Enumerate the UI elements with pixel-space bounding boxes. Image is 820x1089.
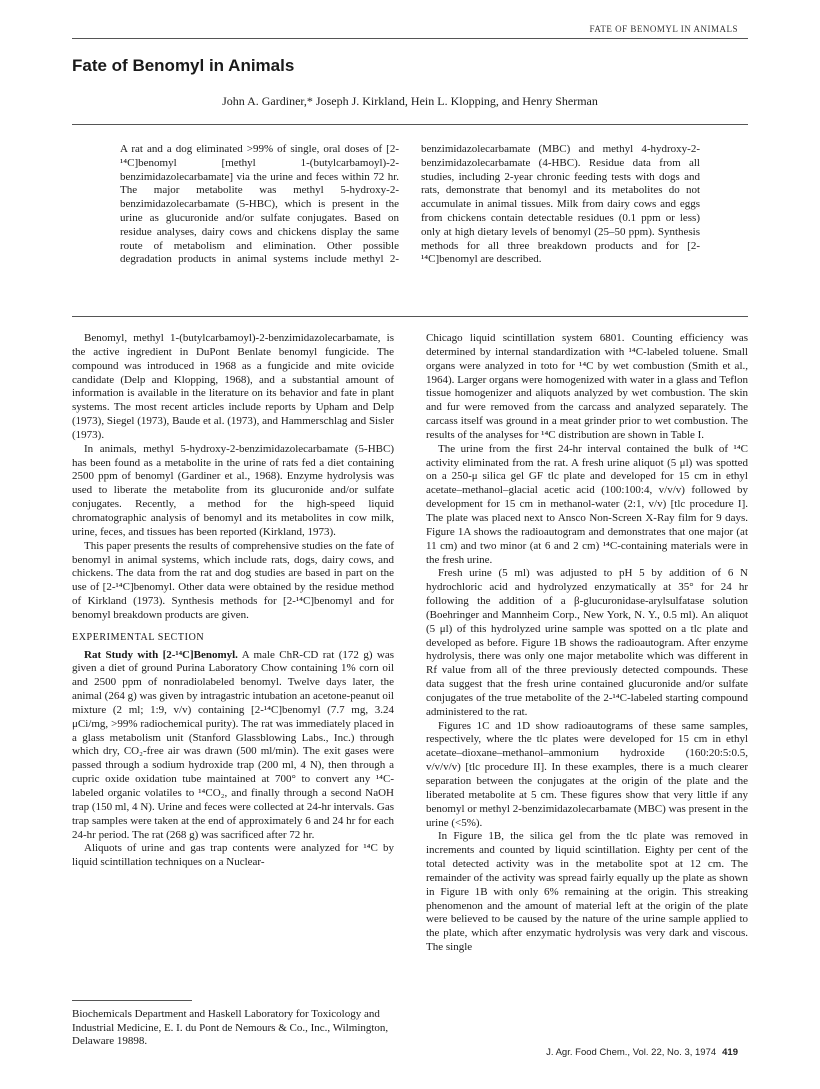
paragraph: Fresh urine (5 ml) was adjusted to pH 5 by addition of 6 N hydrochloric acid and hydrolyzed enzymatically at 35° for 24 hr following the addition of a β-glucuronidase-arylsulfatase solution (Boehringer and Mannheim Corp., New York, N. Y., 0.5 ml). An aliquot (5 μl) of this hydrolyzed urine sample was spotted on a tlc plate and developed as before. Figure 1B shows the radioautogram. After enzyme hydrolysis, there was only one major metabolite which was different in Rf value from all of the three previously detected compounds. These data suggest that the fresh urine contained glucuronide and/or sulfate conjugates of the true metabolite of the 2-¹⁴C-labeled starting compound administered to the rat.: [426, 567, 748, 718]
paragraph-text: A male ChR-CD rat (172 g) was given a diet of ground Purina Laboratory Chow containing 1% corn oil and 2500 ppm of nonradiolabeled benomyl. Twelve days later, the animal (264 g) was given by intragastric intubation an acetone-peanut oil mixture (2 ml; 1:9, v/v) containing [2-¹⁴C]benomyl (7.7 mg, 3.24 μCi/mg, >99% radiochemical purity). The rat was immediately placed in a glass metabolism unit (Stanford Glassblowing Labs., Inc.) through which dry, CO₂-free air was drawn (500 ml/min). The exit gases were passed through a sodium hydroxide trap (200 ml, 4 N), then through a cupric oxide oxidation tube maintained at 700° to convert any ¹⁴C-labeled organic volatiles to ¹⁴CO₂, and finally through a second NaOH trap (150 ml, 4 N). Urine and feces were collected at 24-hr intervals. Gas trap samples were taken at the end of approximately 6 and 24 hr for each 24-hr period. The rat (268 g) was sacrificed after 72 hr.: [72, 648, 394, 841]
subsection-heading: Rat Study with [2-¹⁴C]Benomyl.: [84, 648, 238, 661]
paragraph: In Figure 1B, the silica gel from the tlc plate was removed in increments and counted by liquid scintillation. Eighty per cent of the total detected activity was in the metabolite spot at 12 cm. The remainder of the activity was spread fairly equally up the plate as shown in Figure 1B with only 6% remaining at the origin. This streaking phenomenon and the amount of material left at the origin of the plate were believed to be caused by the nature of the urine sample applied to the plate, which after enzymatic hydrolysis was very dark and viscous. The single: [426, 830, 748, 954]
paragraph: [72, 649, 394, 843]
affiliation-footnote: Biochemicals Department and Haskell Laboratory for Toxicology and Industrial Medicine, E. I. du Pont de Nemours & Co., Inc., Wilmington, Delaware 19898.: [72, 1008, 389, 1047]
abstract-top-rule: [72, 124, 748, 125]
body-column-left: [72, 332, 394, 870]
abstract: [120, 143, 700, 298]
running-head: FATE OF BENOMYL IN ANIMALS: [589, 24, 738, 34]
paragraph: Chicago liquid scintillation system 6801. Counting efficiency was determined by internal standardization with ¹⁴C-labeled toluene. Small organs were analyzed in toto for ¹⁴C by wet combustion (Smith et al., 1964). Larger organs were homogenized with water in a glass and Teflon tissue homogenizer and aliquots analyzed by wet combustion. The skin and fur were removed from the carcass and analyzed separately. The carcass itself was ground in a meat grinder prior to wet combustion. The results of the analyses for ¹⁴C distribution are shown in Table I.: [426, 332, 748, 441]
header-rule: [72, 38, 748, 39]
abstract-text: A rat and a dog eliminated >99% of single, oral doses of [2-¹⁴C]benomyl [methyl 1-(butylcarbamoyl)-2-benzimidazolecarbamate] via the urine and feces within 72 hr. The major metabolite was methyl 5-hydroxy-2-benzimidazolecarbamate (5-HBC), which is present in the urine as glucuronide and/or sulfate conjugates. Based on residue analyses, dairy cows and chickens display the same route of metabolism and elimination. Other possible degradation products in animal systems include methyl 2-benzimidazolecarbamate (MBC) and methyl 4-hydroxy-2-benzimidazolecarbamate (4-HBC). Residue data from all studies, including 2-year chronic feeding tests with dogs and rats, demonstrate that benomyl and its metabolites do not accumulate in animal tissues. Milk from dairy cows and eggs from chickens contain detectable residues (0.1 ppm or less) only at high dietary levels of benomyl (25–50 ppm). Synthesis methods for all three breakdown products and for [2-¹⁴C]benomyl are described.: [120, 143, 700, 266]
body-column-right: [426, 332, 748, 955]
journal-footer: [546, 1047, 738, 1058]
section-heading: EXPERIMENTAL SECTION: [72, 631, 205, 643]
journal-reference: J. Agr. Food Chem., Vol. 22, No. 3, 1974: [546, 1047, 717, 1058]
footnote-rule: [72, 1000, 192, 1001]
paragraph: Benomyl, methyl 1-(butylcarbamoyl)-2-benzimidazolecarbamate, is the active ingredient in DuPont Benlate benomyl fungicide. The compound was introduced in 1968 as a fungicide and mite ovicide candidate (Delp and Klopping, 1968), and a substantial amount of information is available in the literature on its behavior and fate in plant systems. The most recent articles include reports by Upham and Delp (1973), Siegel (1973), Baude et al. (1973), and Hammerschlag and Sisler (1973).: [72, 332, 394, 441]
paragraph: This paper presents the results of comprehensive studies on the fate of benomyl in animal systems, which include rats, dogs, dairy cows, and chickens. The data from the rat and dog studies are based in part on the use of [2-¹⁴C]benomyl. Other data were obtained by the residue method of Kirkland (1973). Synthesis methods for [2-¹⁴C]benomyl and for benomyl breakdown products are given.: [72, 539, 394, 621]
author-list: John A. Gardiner,* Joseph J. Kirkland, Hein L. Klopping, and Henry Sherman: [222, 94, 598, 108]
paragraph: The urine from the first 24-hr interval contained the bulk of ¹⁴C activity eliminated from the rat. A fresh urine aliquot (5 μl) was spotted on a 250-μ silica gel GF tlc plate and developed for 15 cm in ethyl acetate–methanol–glacial acetic acid (100:100:4, v/v/v) followed by development for 15 cm in methanol-water (2:1, v/v) [tlc procedure I]. The plate was placed next to Ansco Non-Screen X-Ray film for 9 days. Figure 1A shows the radioautogram and demonstrates that one major (at 11 cm) and two minor (at 6 and 2 cm) ¹⁴C-containing materials were in the fresh urine.: [426, 442, 748, 566]
paragraph: Aliquots of urine and gas trap contents were analyzed for ¹⁴C by liquid scintillation techniques on a Nuclear-: [72, 842, 394, 869]
article-title: Fate of Benomyl in Animals: [72, 56, 295, 75]
abstract-bottom-rule: [72, 316, 748, 317]
paragraph: In animals, methyl 5-hydroxy-2-benzimidazolecarbamate (5-HBC) has been found as a metabolite in the urine of rats fed a diet containing 2500 ppm of benomyl (Gardiner et al., 1968). Enzyme hydrolysis was used to liberate the metabolite from its glucuronide and/or sulfate conjugates. Recently, a method for the high-speed liquid chromatographic analysis of benomyl and its metabolites in cow milk, urine, feces, and tissues has been reported (Kirkland, 1973).: [72, 442, 394, 538]
paragraph: Figures 1C and 1D show radioautograms of these same samples, respectively, where the tlc plates were developed for 15 cm in ethyl acetate–dioxane–methanol–ammonium hydroxide (160:20:5:0.5, v/v/v/v) [tlc procedure II]. In these examples, there is a much clearer separation between the conjugates at the origin of the plate and the liberated metabolite at 5 cm. These figures show that very little if any benomyl or methyl 2-benzimidazolecarbamate (MBC) was present in the urine (<5%).: [426, 719, 748, 829]
page-number: 419: [722, 1047, 738, 1058]
